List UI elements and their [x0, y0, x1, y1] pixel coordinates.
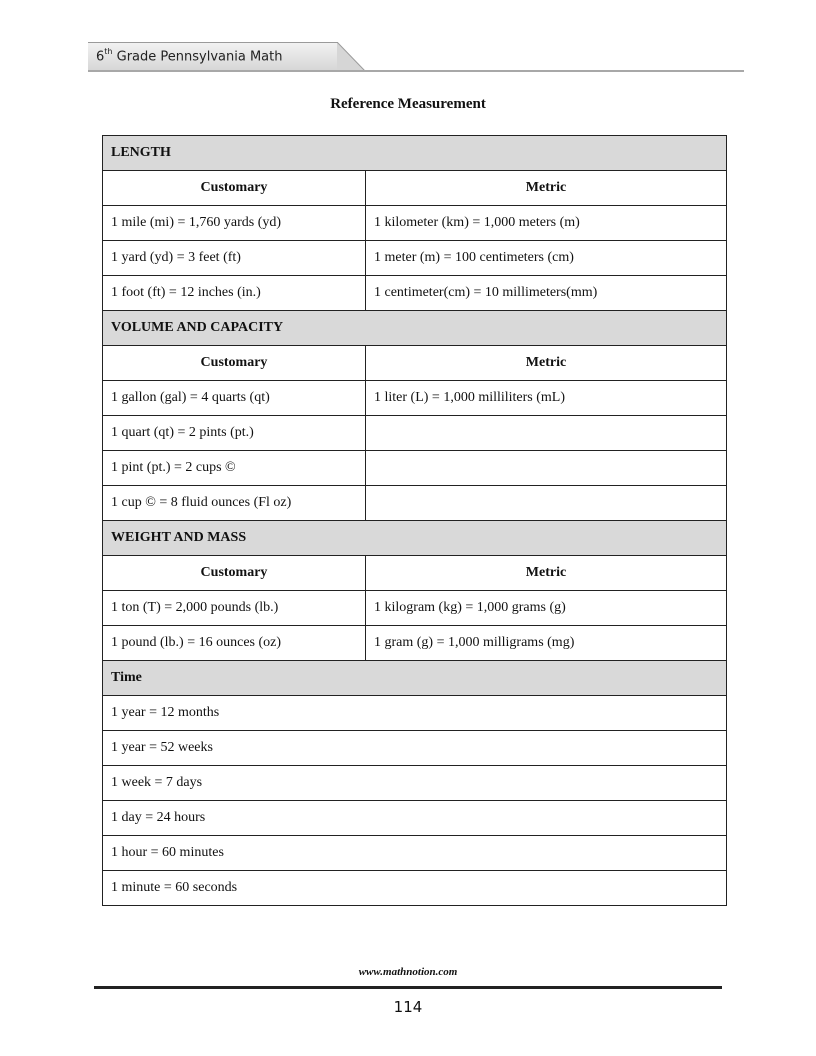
customary-cell: 1 foot (ft) = 12 inches (in.) — [103, 276, 366, 311]
time-cell: 1 week = 7 days — [103, 766, 727, 801]
metric-cell: 1 centimeter(cm) = 10 millimeters(mm) — [366, 276, 727, 311]
table-row — [103, 626, 727, 661]
section-heading-volume: VOLUME AND CAPACITY — [103, 311, 727, 346]
metric-cell — [366, 416, 727, 451]
table-row — [103, 416, 727, 451]
column-header-row — [103, 346, 727, 381]
section-row — [103, 311, 727, 346]
customary-cell: 1 pint (pt.) = 2 cups © — [103, 451, 366, 486]
book-title: 6th Grade Pennsylvania Math — [96, 47, 283, 65]
table-row — [103, 591, 727, 626]
page-number: 114 — [393, 998, 423, 1016]
customary-cell: 1 gallon (gal) = 4 quarts (qt) — [103, 381, 366, 416]
section-heading-time: Time — [103, 661, 727, 696]
time-cell: 1 year = 12 months — [103, 696, 727, 731]
column-header-row — [103, 171, 727, 206]
section-heading-length: LENGTH — [103, 136, 727, 171]
table-row — [103, 801, 727, 836]
column-header-row — [103, 556, 727, 591]
section-row — [103, 661, 727, 696]
column-header-metric: Metric — [366, 556, 727, 591]
table-row — [103, 766, 727, 801]
table-row — [103, 836, 727, 871]
section-row — [103, 136, 727, 171]
time-cell: 1 day = 24 hours — [103, 801, 727, 836]
table-row — [103, 696, 727, 731]
time-cell: 1 year = 52 weeks — [103, 731, 727, 766]
column-header-customary: Customary — [103, 346, 366, 381]
table-row — [103, 451, 727, 486]
time-cell: 1 minute = 60 seconds — [103, 871, 727, 906]
table-row — [103, 871, 727, 906]
customary-cell: 1 mile (mi) = 1,760 yards (yd) — [103, 206, 366, 241]
customary-cell: 1 quart (qt) = 2 pints (pt.) — [103, 416, 366, 451]
column-header-metric: Metric — [366, 346, 727, 381]
header-rule — [88, 70, 744, 72]
column-header-customary: Customary — [103, 556, 366, 591]
customary-cell: 1 pound (lb.) = 16 ounces (oz) — [103, 626, 366, 661]
table-row — [103, 486, 727, 521]
metric-cell — [366, 451, 727, 486]
reference-table — [102, 135, 727, 906]
metric-cell: 1 gram (g) = 1,000 milligrams (mg) — [366, 626, 727, 661]
metric-cell: 1 liter (L) = 1,000 milliliters (mL) — [366, 381, 727, 416]
metric-cell: 1 meter (m) = 100 centimeters (cm) — [366, 241, 727, 276]
header-tab-slant — [337, 42, 367, 71]
table-row — [103, 381, 727, 416]
customary-cell: 1 yard (yd) = 3 feet (ft) — [103, 241, 366, 276]
table-row — [103, 206, 727, 241]
table-row — [103, 731, 727, 766]
column-header-customary: Customary — [103, 171, 366, 206]
column-header-metric: Metric — [366, 171, 727, 206]
section-row — [103, 521, 727, 556]
time-cell: 1 hour = 60 minutes — [103, 836, 727, 871]
page-title: Reference Measurement — [330, 96, 486, 112]
customary-cell: 1 ton (T) = 2,000 pounds (lb.) — [103, 591, 366, 626]
footer-rule — [94, 986, 722, 989]
section-heading-weight: WEIGHT AND MASS — [103, 521, 727, 556]
metric-cell — [366, 486, 727, 521]
customary-cell: 1 cup © = 8 fluid ounces (Fl oz) — [103, 486, 366, 521]
table-row — [103, 241, 727, 276]
metric-cell: 1 kilometer (km) = 1,000 meters (m) — [366, 206, 727, 241]
footer-url: www.mathnotion.com — [358, 966, 458, 978]
page-header — [88, 40, 744, 74]
metric-cell: 1 kilogram (kg) = 1,000 grams (g) — [366, 591, 727, 626]
table-row — [103, 276, 727, 311]
